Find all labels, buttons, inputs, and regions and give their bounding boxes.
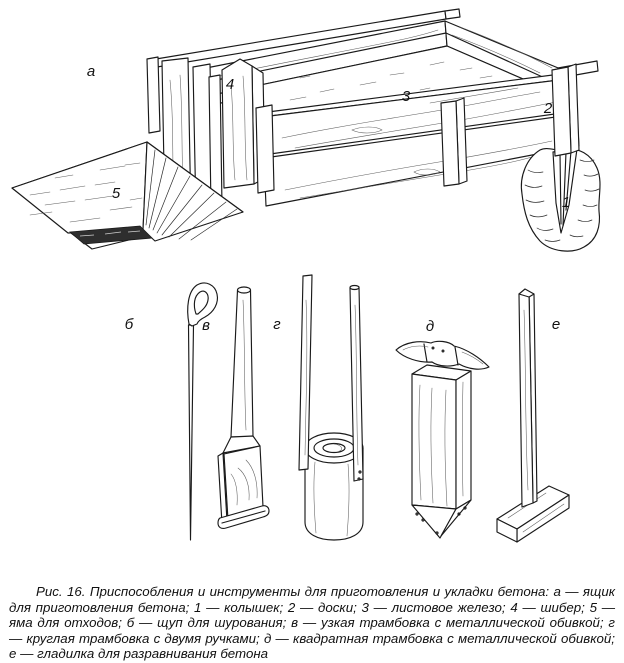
tool-narrow-tamper-drawing: [218, 287, 269, 528]
label-d: д: [425, 318, 435, 335]
label-5: 5: [111, 185, 121, 202]
tool-round-tamper-drawing: [299, 275, 363, 540]
label-3: 3: [401, 88, 411, 105]
label-1: 1: [561, 194, 571, 211]
label-b: б: [124, 316, 134, 333]
stake-and-mound-drawing: [521, 149, 600, 251]
label-g: г: [273, 316, 281, 333]
label-2: 2: [543, 100, 553, 117]
label-4: 4: [225, 76, 235, 93]
figure-caption-text: Рис. 16. Приспособления и инструменты для приготовления и укладки бетона: а — ящик для приготовления бетона; 1 — колышек; 2 — доски; 3 — листовое железо; 4 — шибер; 5 — яма для отходов; б — щуп для шурования; в — узкая трамбовка с металлической обивкой; г — круглая трамбовка с двумя ручками; д — квадратная трамбовка с металлической обивкой; е — гладилка для разравнивания бетона: [9, 584, 615, 661]
label-a: а: [86, 63, 96, 80]
label-e: е: [551, 316, 561, 333]
label-v: в: [202, 317, 210, 334]
tool-square-tamper-drawing: [396, 341, 489, 538]
figure-caption: [9, 584, 615, 662]
